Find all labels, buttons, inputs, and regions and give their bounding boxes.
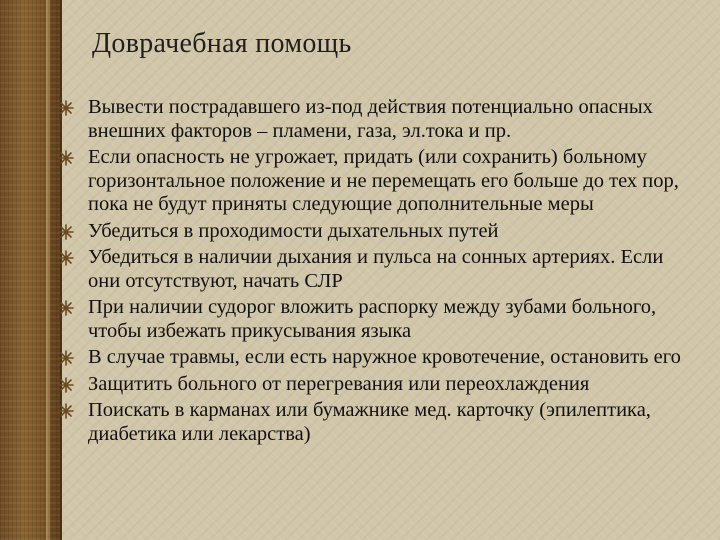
- bullet-text: В случае травмы, если есть наружное кровотечение, остановить его: [88, 346, 681, 368]
- bullet-item: [58, 220, 698, 244]
- asterisk-flower-icon: [58, 350, 74, 366]
- bullet-item: [58, 296, 698, 343]
- asterisk-flower-icon: [58, 150, 74, 166]
- bullet-text: Убедиться в проходимости дыхательных путей: [88, 219, 499, 242]
- bullet-item: [58, 399, 698, 446]
- bullet-text: Вывести пострадавшего из-под действия потенциально опасных внешних факторов – пламени, газа, эл.тока и пр.: [88, 96, 653, 142]
- bullet-text: Поискать в карманах или бумажнике мед. карточку (эпилептика, диабетика или лекарства): [88, 399, 651, 445]
- asterisk-flower-icon: [58, 300, 74, 316]
- bullet-text: Защитить больного от перегревания или переохлаждения: [88, 372, 590, 395]
- bullet-item: [58, 96, 698, 143]
- asterisk-flower-icon: [58, 250, 74, 266]
- asterisk-flower-icon: [58, 100, 74, 116]
- decorative-sidebar: [0, 0, 62, 540]
- bullet-item: [58, 346, 698, 370]
- bullet-item: [58, 146, 698, 217]
- bullet-text: Если опасность не угрожает, придать (или сохранить) больному горизонтальное положение и не перемещать его больше до тех пор, пока не будут приняты следующие дополнительные меры: [88, 146, 679, 215]
- asterisk-flower-icon: [58, 377, 74, 393]
- bullet-text: Убедиться в наличии дыхания и пульса на сонных артериях. Если они отсутствуют, начать СЛР: [88, 246, 664, 292]
- asterisk-flower-icon: [58, 403, 74, 419]
- bullet-text: При наличии судорог вложить распорку между зубами больного, чтобы избежать прикусывания языка: [88, 296, 657, 342]
- bullet-list: [58, 96, 698, 449]
- bullet-item: [58, 246, 698, 293]
- asterisk-flower-icon: [58, 224, 74, 240]
- slide-title: Доврачебная помощь: [92, 28, 352, 59]
- bullet-item: [58, 373, 698, 397]
